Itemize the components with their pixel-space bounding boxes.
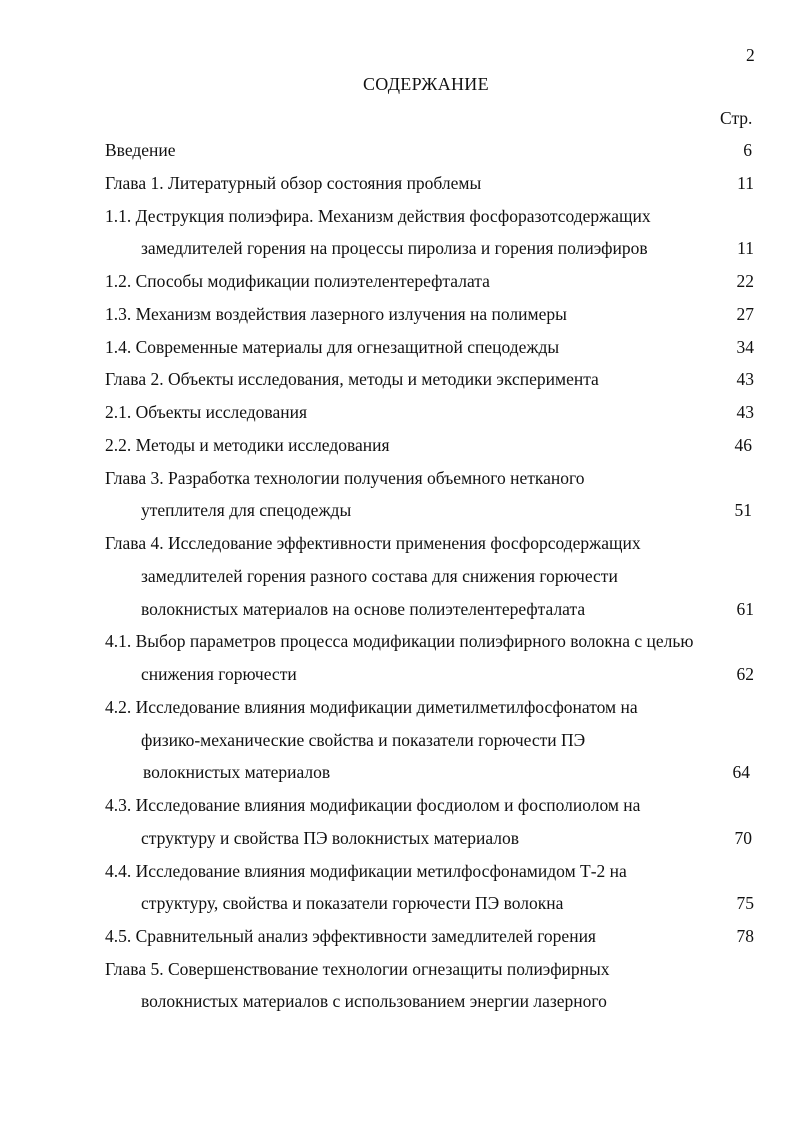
toc-entry-page[interactable]: 6 [743, 140, 752, 160]
toc-entry-title-continued[interactable]: волокнистых материалов [143, 762, 331, 782]
toc-entry-page[interactable]: 43 [736, 402, 754, 422]
toc-entry-title[interactable]: 1.3. Механизм воздействия лазерного излучения на полимеры [105, 304, 567, 324]
toc-entry-page[interactable]: 78 [736, 926, 754, 946]
toc-entry-page[interactable]: 11 [737, 238, 754, 258]
toc-entry-page[interactable]: 62 [736, 664, 754, 684]
toc-entry-title[interactable]: 4.3. Исследование влияния модификации фосдиолом и фосполиолом на [105, 795, 641, 815]
page-title: СОДЕРЖАНИЕ [363, 74, 489, 94]
page-column-label: Стр. [720, 108, 753, 128]
toc-entry-title-continued[interactable]: структуру, свойства и показатели горючести ПЭ волокна [141, 893, 564, 913]
toc-entry-title-continued[interactable]: структуру и свойства ПЭ волокнистых материалов [141, 828, 520, 848]
toc-entry-page[interactable]: 70 [734, 828, 752, 848]
toc-entry-title[interactable]: 2.2. Методы и методики исследования [105, 435, 390, 455]
toc-entry-title[interactable]: 1.2. Способы модификации полиэтелентерефталата [105, 271, 490, 291]
toc-entry-page[interactable]: 75 [736, 893, 754, 913]
toc-entry-title[interactable]: 4.2. Исследование влияния модификации диметилметилфосфонатом на [105, 697, 638, 717]
toc-entry-title-continued[interactable]: волокнистых материалов на основе полиэтелентерефталата [141, 599, 586, 619]
toc-entry-title[interactable]: Глава 3. Разработка технологии получения объемного нетканого [105, 468, 585, 488]
toc-entry-title[interactable]: 4.5. Сравнительный анализ эффективности замедлителей горения [105, 926, 596, 946]
toc-entry-title[interactable]: Глава 5. Совершенствование технологии огнезащиты полиэфирных [105, 959, 610, 979]
toc-entry-title-continued[interactable]: замедлителей горения на процессы пиролиза и горения полиэфиров [141, 238, 648, 258]
toc-entry-page[interactable]: 61 [736, 599, 754, 619]
toc-entry-title[interactable]: 1.4. Современные материалы для огнезащитной спецодежды [105, 337, 560, 357]
toc-entry-page[interactable]: 43 [736, 369, 754, 389]
toc-entry-page[interactable]: 11 [737, 173, 754, 193]
toc-entry-page[interactable]: 27 [736, 304, 754, 324]
toc-entry-title[interactable]: Глава 1. Литературный обзор состояния проблемы [105, 173, 482, 193]
toc-entry-title-continued[interactable]: снижения горючести [141, 664, 297, 684]
toc-entry-title[interactable]: Глава 4. Исследование эффективности применения фосфорсодержащих [105, 533, 641, 553]
toc-entry-title-continued[interactable]: утеплителя для спецодежды [141, 500, 352, 520]
toc-entry-page[interactable]: 64 [732, 762, 750, 782]
page-number: 2 [746, 45, 755, 65]
toc-entry-title-continued[interactable]: физико-механические свойства и показатели горючести ПЭ [141, 730, 586, 750]
toc-entry-title[interactable]: Введение [105, 140, 176, 160]
toc-entry-title[interactable]: 4.1. Выбор параметров процесса модификации полиэфирного волокна с целью [105, 631, 694, 651]
toc-entry-page[interactable]: 34 [736, 337, 754, 357]
toc-entry-title[interactable]: 4.4. Исследование влияния модификации метилфосфонамидом Т-2 на [105, 861, 627, 881]
toc-entry-title-continued[interactable]: волокнистых материалов с использованием энергии лазерного [141, 991, 607, 1011]
toc-entry-title[interactable]: 1.1. Деструкция полиэфира. Механизм действия фосфоразотсодержащих [105, 206, 651, 226]
toc-entry-title[interactable]: Глава 2. Объекты исследования, методы и методики эксперимента [105, 369, 599, 389]
toc-entry-title-continued[interactable]: замедлителей горения разного состава для снижения горючести [141, 566, 618, 586]
toc-entry-title[interactable]: 2.1. Объекты исследования [105, 402, 308, 422]
toc-entry-page[interactable]: 51 [734, 500, 752, 520]
toc-entry-page[interactable]: 22 [736, 271, 754, 291]
toc-entry-page[interactable]: 46 [734, 435, 752, 455]
